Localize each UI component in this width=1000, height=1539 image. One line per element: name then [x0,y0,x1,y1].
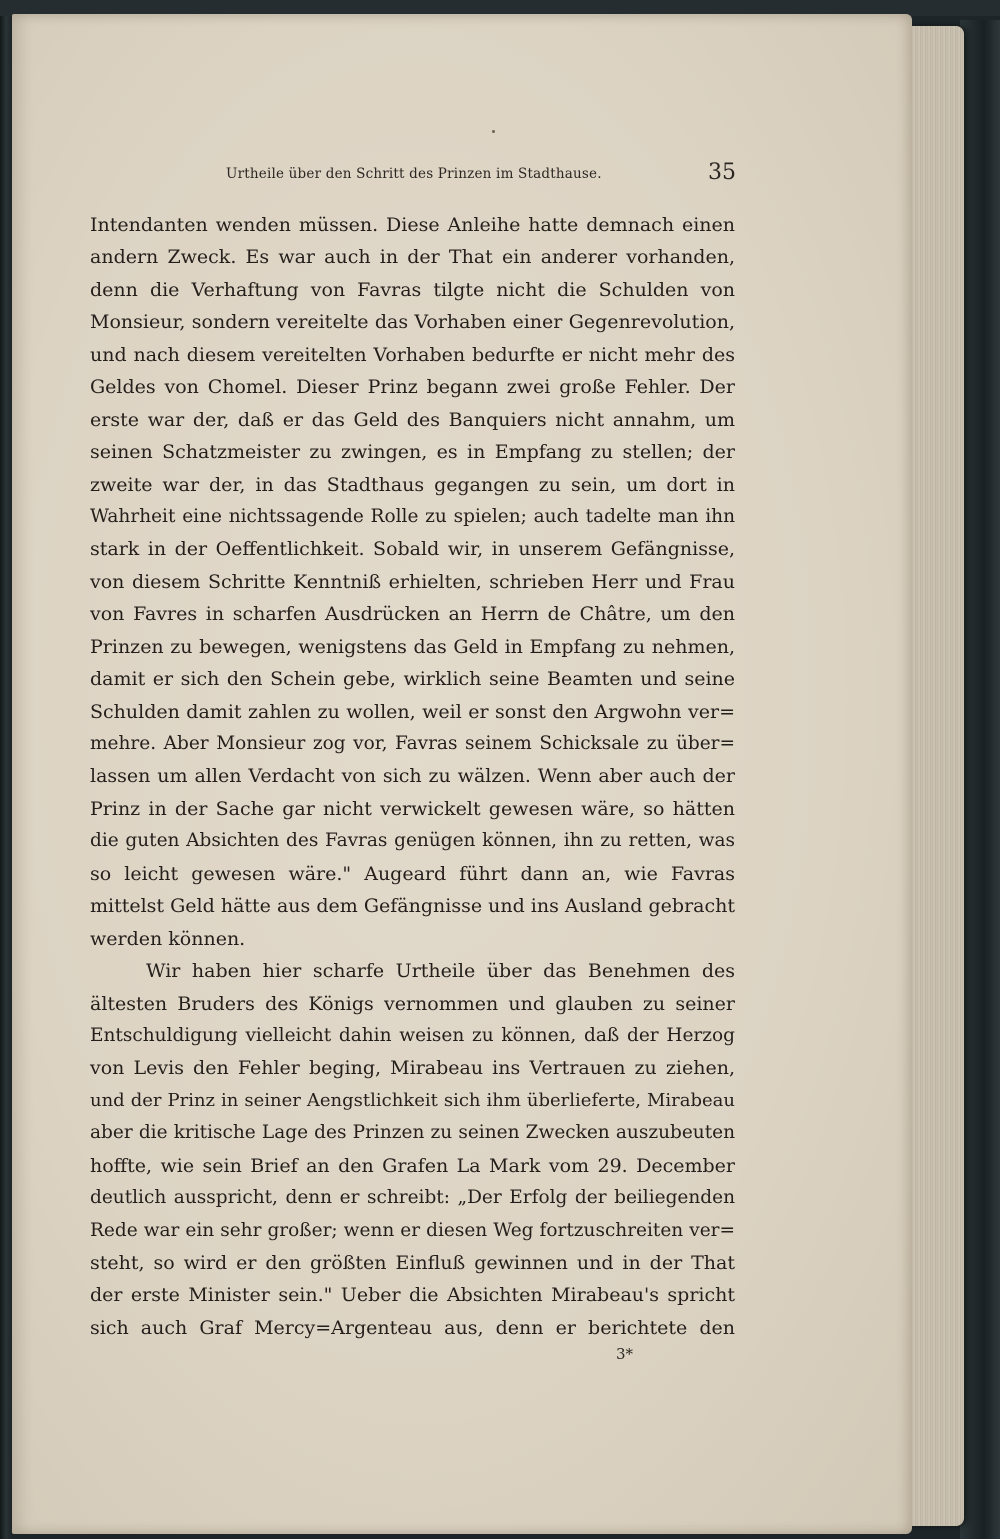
text-line: andern Zweck. Es war auch in der That ein anderer vorhanden, [90,246,735,269]
text-line: von Favres in scharfen Ausdrücken an Herrn de Châtre, um den [90,603,735,626]
text-line: zweite war der, in das Stadthaus gegangen zu sein, um dort in [90,473,735,496]
page-number: 35 [708,160,736,185]
text-line: Monsieur, sondern vereitelte das Vorhaben einer Gegenrevolution, [90,311,735,334]
text-line: ältesten Bruders des Königs vernommen und glauben zu seiner [90,992,735,1015]
text-line: Schulden damit zahlen zu wollen, weil er sonst den Argwohn ver= [90,700,735,723]
signature-mark: 3* [616,1345,634,1363]
body-text [90,209,735,1344]
running-header [226,160,736,190]
text-line: Wahrheit eine nichtssagende Rolle zu spielen; auch tadelte man ihn [90,505,735,527]
text-line: damit er sich den Schein gebe, wirklich seine Beamten und seine [90,668,735,691]
text-line: Rede war ein sehr großer; wenn er diesen Weg fortzuschreiten ver= [90,1219,735,1241]
text-line: die guten Absichten des Favras genügen können, ihn zu retten, was [90,830,735,852]
text-line: und nach diesem vereitelten Vorhaben bedurfte er nicht mehr des [90,343,735,366]
text-line: stark in der Oeffentlichkeit. Sobald wir, in unserem Gefängnisse, [90,538,735,561]
text-line: deutlich ausspricht, denn er schreibt: „Der Erfolg der beiliegenden [90,1187,735,1209]
running-title: Urtheile über den Schritt des Prinzen im Stadthause. [226,166,602,182]
book-cover-edge [960,20,1000,1539]
text-line: mittelst Geld hätte aus dem Gefängnisse und ins Ausland gebracht [90,895,735,918]
paper-speck [492,130,495,133]
text-line: aber die kritische Lage des Prinzen zu seinen Zwecken auszubeuten [90,1122,735,1144]
text-line: von Levis den Fehler beging, Mirabeau ins Vertrauen zu ziehen, [90,1057,735,1080]
text-line: mehre. Aber Monsieur zog vor, Favras seinem Schicksale zu über= [90,733,735,754]
paragraph-start-line: Wir haben hier scharfe Urtheile über das Benehmen des [146,960,735,983]
text-line: von diesem Schritte Kenntniß erhielten, schrieben Herr und Frau [90,570,735,593]
text-line: Entschuldigung vielleicht dahin weisen zu können, daß der Herzog [90,1024,735,1046]
text-line: sich auch Graf Mercy=Argenteau aus, denn er berichtete den [90,1316,735,1339]
text-line: hoffte, wie sein Brief an den Grafen La Mark vom 29. December [90,1154,735,1177]
text-line: Prinzen zu bewegen, wenigstens das Geld in Empfang zu nehmen, [90,635,735,658]
text-line: denn die Verhaftung von Favras tilgte nicht die Schulden von [90,278,735,301]
text-line: erste war der, daß er das Geld des Banquiers nicht annahm, um [90,408,735,431]
text-line: steht, so wird er den größten Einfluß gewinnen und in der That [90,1252,735,1274]
text-line: der erste Minister sein." Ueber die Absichten Mirabeau's spricht [90,1284,735,1307]
text-line: Prinz in der Sache gar nicht verwickelt gewesen wäre, so hätten [90,797,735,820]
page-stack-edges [906,26,964,1526]
paragraph-end-line: werden können. [90,927,246,950]
text-line: Intendanten wenden müssen. Diese Anleihe hatte demnach einen [90,214,735,236]
text-line: Geldes von Chomel. Dieser Prinz begann zwei große Fehler. Der [90,376,735,399]
text-line: lassen um allen Verdacht von sich zu wälzen. Wenn aber auch der [90,765,735,788]
text-line: seinen Schatzmeister zu zwingen, es in Empfang zu stellen; der [90,441,735,464]
text-line: und der Prinz in seiner Aengstlichkeit sich ihm überlieferte, Mirabeau [90,1089,735,1111]
text-line: so leicht gewesen wäre." Augeard führt dann an, wie Favras [90,862,735,885]
